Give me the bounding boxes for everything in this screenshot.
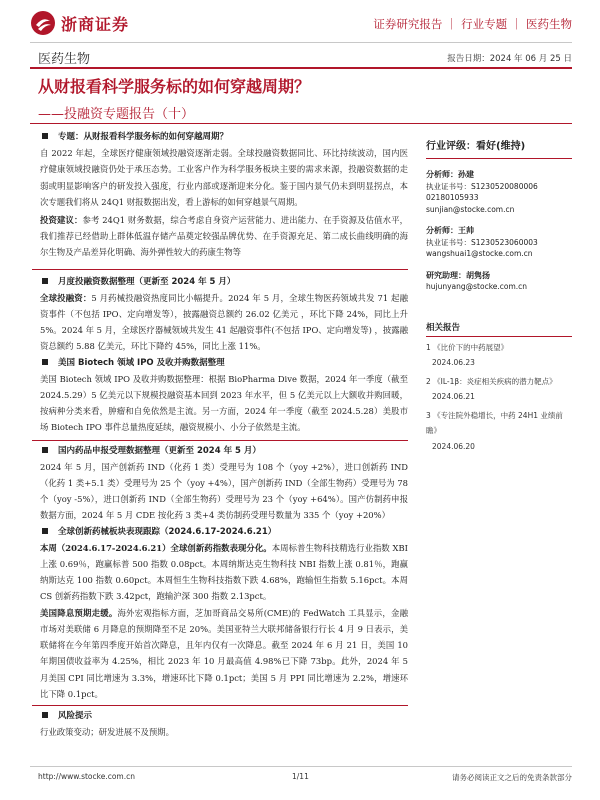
analyst-block: 分析师：王帅 执业证书号：S1230523060003 wangshuai1@stocke.com.cn xyxy=(426,226,538,258)
main-content xyxy=(40,125,408,740)
sector-label: 医药生物 xyxy=(38,52,91,67)
rate-body: 美国降息预期走缓。海外宏观指标方面，芝加哥商品交易所(CME)的 FedWatch 工具显示，金融市场对美联储 6 月降息的预期降至不足 20%。美国亚特兰大联邦储备银行行长 4 月 9 日表示，美联储将在今年第四季度开始首次降息，且年内仅有一次降息。截至 2024 年 6 月 21 日，美国 10 年期国债收益率为 4.25%，相比 2023 年 10 月最高值 4.98%已下降 73bp。此外，2024 年 5 月美国 CPI 同比增速为 3.3%，增速环比下降 0.1pct；美国 5 月 PPI 同比增速为 2.2%，增速环比下降 0.1pct。 xyxy=(40,607,408,699)
risk-body: 行业政策变动；研发进展不及预期。 xyxy=(40,727,174,738)
related-report-item[interactable]: 1 《比价下的中药展望》 2024.06.23 xyxy=(426,342,509,367)
investment-advice: 投资建议：参考 24Q1 财务数据，综合考虑自身资产运营能力、进出能力、在手资源及估值水平，我们推荐已经借助上群体低温存储产品奠定较强品牌优势、在手资源充足、第二成长曲线明确的海尔生物及产品差异化明确、海外弹性较大的药康生物等 xyxy=(40,215,408,258)
approval-body: 2024 年 5 月，国产创新药 IND（化药 1 类）受理号为 108 个（yoy +2%），进口创新药 IND（化药 1 类+5.1 类）受理号为 25 个（yoy +4%），国产创新药 IND（全部生物药）受理号为 78 个（yoy -5%），进口创新药 IND（全部生物药）受理号为 23 个（yoy +64%）。国产仿制药申报数据方面，2024 年 5 月 CDE 按化药 3 类+4 类仿制药受理号数量为 335 个（yoy +20%） xyxy=(40,461,408,521)
footer-url[interactable]: http://www.stocke.com.cn xyxy=(38,772,135,781)
section-divider xyxy=(32,440,408,441)
biotech-body: 美国 Biotech 领域 IPO 及收并购数据整理：根据 BioPharma Dive 数据，2024 年一季度（截至 2024.5.29）5 亿美元以下规模投融资基本回到 2023 年水平，但 5 亿美元以上大额收并购回暖，按病种分类来看，肿瘤和自免依然是主流。另一方面，2024 年一季度（截至 2024.5.28）美股市场 Biotech IPO 事件总量热度延续，融资规模小、小分子依然是主流。 xyxy=(40,373,408,433)
section-heading: 月度投融资数据整理（更新至 2024 年 5 月） xyxy=(40,274,408,290)
analyst-block: 研究助理：胡隽扬 hujunyang@stocke.com.cn xyxy=(426,270,528,291)
section-heading: 专题：从财报看科学服务标的如何穿越周期？ xyxy=(40,129,408,145)
topic-body: 自 2022 年起，全球医疗健康领域投融资逐渐走弱。全球投融资数据同比、环比持续波动，国内医疗健康领域投融资仍处于承压态势。工业客户作为科学服务板块主要的需求来源，投融资数据的走弱或明显影响客户的研发投入强度，行业内部或逐渐迎来分化。鉴于国内景气仍未到明显拐点，本次专题我们将从 24Q1 财报数据出发，看上游标的如何穿越景气周期。 xyxy=(40,148,408,207)
related-report-item[interactable]: 3 《专注院外稳增长，中药 24H1 业绩前瞻》 2024.06.20 xyxy=(426,410,563,451)
brand-logo xyxy=(30,10,129,36)
bullet-square-icon xyxy=(42,278,48,284)
related-reports-title: 相关报告 xyxy=(426,322,461,333)
bullet-square-icon xyxy=(42,359,48,365)
section-heading: 风险提示 xyxy=(40,708,408,724)
section-divider xyxy=(32,269,408,270)
header-divider xyxy=(30,42,572,43)
bullet-square-icon xyxy=(42,528,48,534)
section-topic xyxy=(40,125,408,261)
sidebar xyxy=(426,125,572,454)
bullet-square-icon xyxy=(42,447,48,453)
logo-text: 浙商证券 xyxy=(61,14,130,34)
section-divider xyxy=(32,705,408,706)
industry-rating: 行业评级：看好(维持) xyxy=(426,141,526,152)
sidebar-rule xyxy=(426,336,572,337)
monthly-body: 全球投融资：5 月药械投融资热度同比小幅提升。2024 年 5 月，全球生物医药领域共发 71 起融资事件（不包括 IPO、定向增发等），披露融资总额约 26.02 亿美元 ，环比下降 24%，同比上升 5%。2024 年 5 月，全球医疗器械领域共发生 41 起融资事件(不包括 IPO、定向增发等) ，披露融资总额约 5.88 亿美元，环比下降约 45%，同比上涨 11%。 xyxy=(40,292,408,352)
section-monthly xyxy=(40,272,408,436)
analyst-email[interactable]: wangshuai1@stocke.com.cn xyxy=(426,249,533,258)
analyst-block: 分析师：孙建 执业证书号：S1230520080006 02180105933 sunjian@stocke.com.cn xyxy=(426,170,538,214)
analyst-email[interactable]: sunjian@stocke.com.cn xyxy=(426,204,515,214)
bullet-square-icon xyxy=(42,712,48,718)
section-heading: 全球创新药械板块表现跟踪（2024.6.17-2024.6.21） xyxy=(40,524,408,540)
title-top-rule xyxy=(30,67,572,69)
logo-icon xyxy=(30,10,56,36)
bullet-square-icon xyxy=(42,133,48,139)
section-approval xyxy=(40,443,408,702)
page-subtitle: ——投融资专题报告（十） xyxy=(38,107,195,122)
section-heading: 国内药品申报受理数据整理（更新至 2024 年 5 月） xyxy=(40,443,408,459)
report-category-nav: 证券研究报告 ｜ 行业专题 ｜ 医药生物 xyxy=(373,17,572,31)
related-report-item[interactable]: 2 《IL-1β：炎症相关疾病的潜力靶点》 2024.06.21 xyxy=(426,376,557,401)
index-week-body: 本周（2024.6.17-2024.6.21）全球创新药指数表现分化。本周标普生物科技精选行业指数 XBI 上涨 0.69％，跑赢标普 500 指数 0.08pct。本周纳斯达克生物科技 NBI 指数上涨 0.81％，跑赢纳斯达克 100 指数 0.60pct。本周恒生生物科技指数下跌 4.68%，跑输恒生指数 5.16pct。本周 CS 创新药指数下跌 3.42pct，跑输沪深 300 指数 2.13pct。 xyxy=(40,542,408,602)
footer-divider xyxy=(30,766,572,767)
page-title: 从财报看科学服务标的如何穿越周期？ xyxy=(38,77,311,96)
analyst-email[interactable]: hujunyang@stocke.com.cn xyxy=(426,282,528,291)
report-date: 报告日期：2024 年 06 月 25 日 xyxy=(447,54,572,64)
section-heading: 美国 Biotech 领域 IPO 及收并购数据整理 xyxy=(40,355,408,371)
page-number: 1/11 xyxy=(292,772,309,781)
disclaimer-note: 请务必阅读正文之后的免责条款部分 xyxy=(452,773,572,782)
sidebar-rule xyxy=(426,158,572,159)
title-bottom-rule xyxy=(30,123,572,124)
section-risk xyxy=(40,708,408,740)
